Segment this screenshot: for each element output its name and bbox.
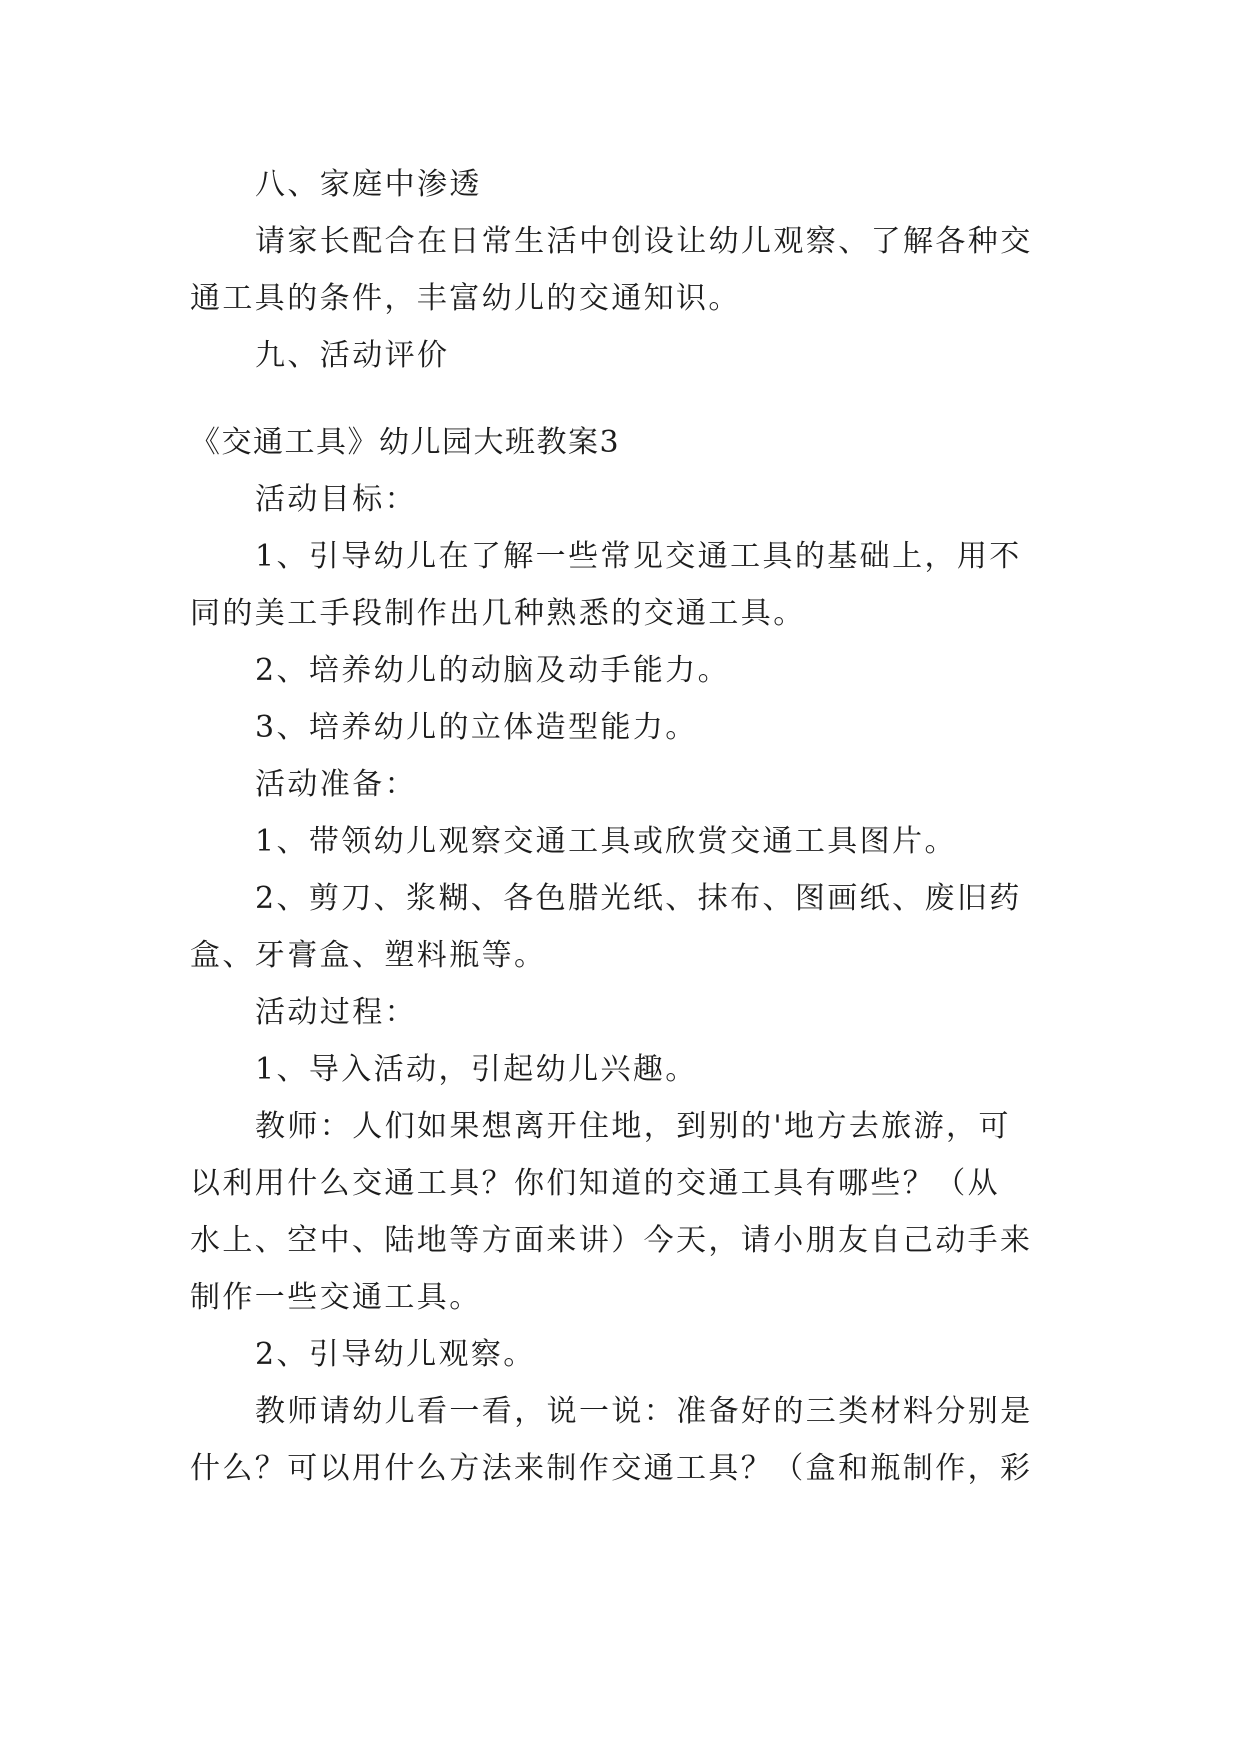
paragraph-line: 2、培养幼儿的动脑及动手能力。	[255, 653, 731, 688]
section-heading-process: 活动过程：	[255, 995, 417, 1030]
section-heading-preparation: 活动准备：	[255, 767, 417, 802]
paragraph-line: 教师：人们如果想离开住地，到别的'地方去旅游，可	[255, 1109, 1011, 1144]
document-title: 《交通工具》幼儿园大班教案3	[190, 425, 621, 460]
paragraph-line: 通工具的条件，丰富幼儿的交通知识。	[190, 281, 741, 316]
section-heading-family: 八、家庭中渗透	[255, 167, 482, 202]
paragraph-line: 水上、空中、陆地等方面来讲）今天，请小朋友自己动手来	[190, 1223, 1033, 1258]
paragraph-line: 3、培养幼儿的立体造型能力。	[255, 710, 698, 745]
paragraph-line: 制作一些交通工具。	[190, 1280, 482, 1315]
paragraph-line: 2、剪刀、浆糊、各色腊光纸、抹布、图画纸、废旧药	[255, 881, 1022, 916]
paragraph-line: 什么？可以用什么方法来制作交通工具？（盒和瓶制作，彩	[190, 1451, 1033, 1486]
paragraph-line: 2、引导幼儿观察。	[255, 1337, 536, 1372]
paragraph-line: 1、导入活动，引起幼儿兴趣。	[255, 1052, 698, 1087]
section-heading-evaluation: 九、活动评价	[255, 338, 450, 373]
paragraph-line: 教师请幼儿看一看，说一说：准备好的三类材料分别是	[255, 1394, 1033, 1429]
section-heading-goals: 活动目标：	[255, 482, 417, 517]
paragraph-line: 1、带领幼儿观察交通工具或欣赏交通工具图片。	[255, 824, 957, 859]
paragraph-line: 盒、牙膏盒、塑料瓶等。	[190, 938, 547, 973]
paragraph-line: 以利用什么交通工具？你们知道的交通工具有哪些？（从	[190, 1166, 1000, 1201]
paragraph-line: 同的美工手段制作出几种熟悉的交通工具。	[190, 596, 806, 631]
paragraph-line: 请家长配合在日常生活中创设让幼儿观察、了解各种交	[255, 224, 1033, 259]
paragraph-line: 1、引导幼儿在了解一些常见交通工具的基础上，用不	[255, 539, 1022, 574]
